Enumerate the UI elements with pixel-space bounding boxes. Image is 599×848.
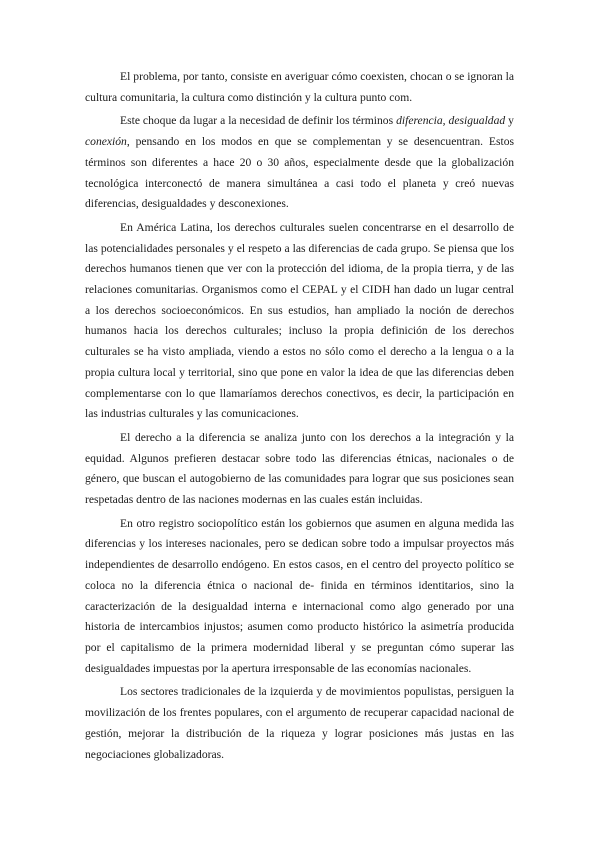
paragraph-2-emphasis-2: conexión (85, 135, 127, 149)
paragraph-4: El derecho a la diferencia se analiza junto con los derechos a la integración y la equidad. Algunos prefieren destacar sobre todo las diferencias étnicas, nacionales o de género, que buscan el autogobierno de las comunidades para lograr que sus posiciones sean respetadas dentro de las naciones modernas en las cuales están incluidas. (85, 430, 514, 507)
paragraph-5: En otro registro sociopolítico están los gobiernos que asumen en alguna medida las diferencias y los intereses nacionales, pero se dedican sobre todo a impulsar proyectos más independientes de desarrollo endógeno. En estos casos, en el centro del proyecto político se coloca no la diferencia étnica o nacional de- finida en términos identitarios, sino la caracterización de la desigualdad interna e internacional como algo generado por una historia de intercambios injustos; asumen como producto histórico la asimetría producida por el capitalismo de la primera modernidad liberal y se preguntan cómo superar las desigualdades impuestas por la apertura irresponsable de las economías nacionales. (85, 516, 514, 675)
paragraph-3: En América Latina, los derechos culturales suelen concentrarse en el desarrollo de las potencialidades personales y el respeto a las diferencias de cada grupo. Se piensa que los derechos humanos tienen que ver con la protección del idioma, de la propia tierra, y de las relaciones comunitarias. Organismos como el CEPAL y el CIDH han dado un lugar central a los derechos socioeconómicos. En sus estudios, han ampliado la noción de derechos humanos hacia los derechos culturales; incluso la propia definición de los derechos culturales se ha visto ampliada, viendo a estos no sólo como el derecho a la lengua o a la propia cultura local y territorial, sino que pone en valor la idea de que las diferencias deben complementarse con lo que llamaríamos derechos conectivos, es decir, la participación en las industrias culturales y las comunicaciones. (85, 220, 514, 421)
paragraph-1: El problema, por tanto, consiste en averiguar cómo coexisten, chocan o se ignoran la cultura comunitaria, la cultura como distinción y la cultura punto com. (85, 70, 514, 104)
document-page (85, 67, 514, 768)
paragraph-2 (85, 111, 514, 215)
paragraph-2-before: Este choque da lugar a la necesidad de definir los términos (120, 114, 397, 128)
paragraph-2-mid: y (505, 114, 514, 128)
paragraph-2-after: , pensando en los modos en que se complementan y se desencuentran. Estos términos son diferentes a hace 20 o 30 años, especialmente desde que la globalización tecnológica interconectó de manera simultánea a casi todo el planeta y creó nuevas diferencias, desigualdades y desconexiones. (85, 135, 514, 211)
paragraph-6: Los sectores tradicionales de la izquierda y de movimientos populistas, persiguen la movilización de los frentes populares, con el argumento de recuperar capacidad nacional de gestión, mejorar la distribución de la riqueza y lograr posiciones más justas en las negociaciones globalizadoras. (85, 685, 514, 761)
paragraph-2-emphasis-1: diferencia, desigualdad (396, 114, 506, 128)
